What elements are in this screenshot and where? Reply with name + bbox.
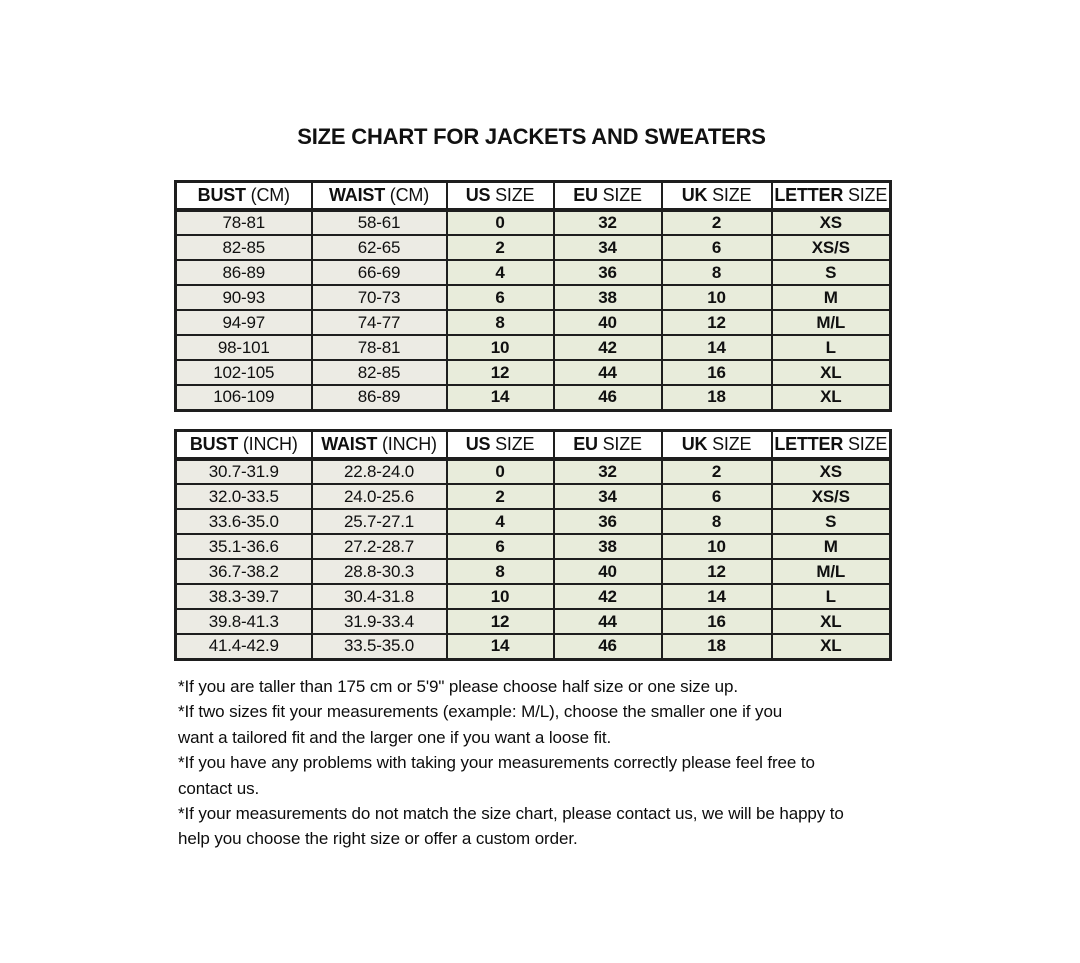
column-header-bust: BUST (CM) xyxy=(176,182,312,211)
page-title: SIZE CHART FOR JACKETS AND SWEATERS xyxy=(297,124,766,149)
cell: XS/S xyxy=(772,484,891,509)
cell: XS/S xyxy=(772,235,891,260)
cell: 42 xyxy=(554,335,662,360)
cell: 14 xyxy=(662,584,772,609)
cell: 0 xyxy=(447,459,554,484)
cell: 24.0-25.6 xyxy=(312,484,447,509)
note-line: want a tailored fit and the larger one if you want a loose fit. xyxy=(178,727,612,747)
cell: 44 xyxy=(554,360,662,385)
cell: 46 xyxy=(554,385,662,410)
cell: 27.2-28.7 xyxy=(312,534,447,559)
size-table-inch xyxy=(174,429,892,661)
cell: 8 xyxy=(447,310,554,335)
cell: L xyxy=(772,584,891,609)
cell: 78-81 xyxy=(312,335,447,360)
cell: 36 xyxy=(554,509,662,534)
cell: 16 xyxy=(662,609,772,634)
cell: XL xyxy=(772,385,891,410)
column-header-uk: UK SIZE xyxy=(662,431,772,460)
table-row xyxy=(176,310,891,335)
size-table-inch-body xyxy=(176,459,891,659)
cell: 94-97 xyxy=(176,310,312,335)
cell: 12 xyxy=(447,360,554,385)
table-row xyxy=(176,210,891,235)
column-header-waist: WAIST (CM) xyxy=(312,182,447,211)
table-row xyxy=(176,584,891,609)
cell: L xyxy=(772,335,891,360)
cell: XL xyxy=(772,609,891,634)
cell: 18 xyxy=(662,634,772,659)
cell: 33.6-35.0 xyxy=(176,509,312,534)
cell: 35.1-36.6 xyxy=(176,534,312,559)
table-row xyxy=(176,609,891,634)
cell: 98-101 xyxy=(176,335,312,360)
cell: 39.8-41.3 xyxy=(176,609,312,634)
cell: 6 xyxy=(662,235,772,260)
cell: 4 xyxy=(447,260,554,285)
cell: 12 xyxy=(447,609,554,634)
table-row xyxy=(176,484,891,509)
cell: 6 xyxy=(447,285,554,310)
cell: 10 xyxy=(662,534,772,559)
cell: S xyxy=(772,509,891,534)
table-row xyxy=(176,235,891,260)
cell: M/L xyxy=(772,310,891,335)
cell: 34 xyxy=(554,484,662,509)
table-row xyxy=(176,335,891,360)
cell: 10 xyxy=(447,335,554,360)
cell: 86-89 xyxy=(176,260,312,285)
header-row xyxy=(176,431,891,460)
cell: 38.3-39.7 xyxy=(176,584,312,609)
cell: 34 xyxy=(554,235,662,260)
cell: 66-69 xyxy=(312,260,447,285)
cell: 41.4-42.9 xyxy=(176,634,312,659)
cell: 32 xyxy=(554,210,662,235)
table-row xyxy=(176,360,891,385)
cell: 32.0-33.5 xyxy=(176,484,312,509)
cell: 8 xyxy=(662,509,772,534)
cell: 40 xyxy=(554,559,662,584)
cell: 70-73 xyxy=(312,285,447,310)
column-header-eu: EU SIZE xyxy=(554,182,662,211)
cell: 33.5-35.0 xyxy=(312,634,447,659)
cell: M xyxy=(772,285,891,310)
cell: 12 xyxy=(662,310,772,335)
cell: 2 xyxy=(447,484,554,509)
table-row xyxy=(176,509,891,534)
table-row xyxy=(176,459,891,484)
size-table-cm-body xyxy=(176,210,891,410)
note-line: contact us. xyxy=(178,778,260,798)
cell: 10 xyxy=(447,584,554,609)
size-table-cm xyxy=(174,180,892,412)
cell: M/L xyxy=(772,559,891,584)
cell: 30.4-31.8 xyxy=(312,584,447,609)
cell: 74-77 xyxy=(312,310,447,335)
table-row xyxy=(176,534,891,559)
cell: XL xyxy=(772,634,891,659)
cell: 40 xyxy=(554,310,662,335)
cell: 58-61 xyxy=(312,210,447,235)
cell: 82-85 xyxy=(312,360,447,385)
note-line: *If you are taller than 175 cm or 5'9" please choose half size or one size up. xyxy=(178,677,738,696)
cell: 25.7-27.1 xyxy=(312,509,447,534)
column-header-uk: UK SIZE xyxy=(662,182,772,211)
cell: 8 xyxy=(447,559,554,584)
cell: 86-89 xyxy=(312,385,447,410)
table-row xyxy=(176,285,891,310)
cell: 2 xyxy=(662,459,772,484)
cell: 46 xyxy=(554,634,662,659)
cell: 78-81 xyxy=(176,210,312,235)
cell: 14 xyxy=(662,335,772,360)
cell: XL xyxy=(772,360,891,385)
cell: 44 xyxy=(554,609,662,634)
cell: 38 xyxy=(554,285,662,310)
cell: 14 xyxy=(447,634,554,659)
table-row xyxy=(176,385,891,410)
table-row xyxy=(176,559,891,584)
cell: XS xyxy=(772,459,891,484)
cell: 6 xyxy=(447,534,554,559)
column-header-letter: LETTER SIZE xyxy=(772,431,891,460)
cell: 2 xyxy=(447,235,554,260)
column-header-us: US SIZE xyxy=(447,182,554,211)
cell: 6 xyxy=(662,484,772,509)
cell: M xyxy=(772,534,891,559)
cell: 36.7-38.2 xyxy=(176,559,312,584)
cell: 10 xyxy=(662,285,772,310)
cell: 16 xyxy=(662,360,772,385)
column-header-waist: WAIST (INCH) xyxy=(312,431,447,460)
note-line: *If your measurements do not match the size chart, please contact us, we will be happy to xyxy=(178,804,844,824)
footnotes xyxy=(178,674,923,852)
cell: 30.7-31.9 xyxy=(176,459,312,484)
header-row xyxy=(176,182,891,211)
cell: 14 xyxy=(447,385,554,410)
cell: 90-93 xyxy=(176,285,312,310)
cell: 62-65 xyxy=(312,235,447,260)
cell: 2 xyxy=(662,210,772,235)
cell: 4 xyxy=(447,509,554,534)
cell: 31.9-33.4 xyxy=(312,609,447,634)
note-line: *If you have any problems with taking your measurements correctly please feel free to xyxy=(178,753,815,773)
table-row xyxy=(176,260,891,285)
cell: 32 xyxy=(554,459,662,484)
note-line: help you choose the right size or offer a custom order. xyxy=(178,829,578,849)
cell: 28.8-30.3 xyxy=(312,559,447,584)
cell: XS xyxy=(772,210,891,235)
cell: 12 xyxy=(662,559,772,584)
cell: S xyxy=(772,260,891,285)
column-header-letter: LETTER SIZE xyxy=(772,182,891,211)
column-header-bust: BUST (INCH) xyxy=(176,431,312,460)
cell: 102-105 xyxy=(176,360,312,385)
cell: 18 xyxy=(662,385,772,410)
cell: 38 xyxy=(554,534,662,559)
column-header-eu: EU SIZE xyxy=(554,431,662,460)
table-row xyxy=(176,634,891,659)
column-header-us: US SIZE xyxy=(447,431,554,460)
cell: 106-109 xyxy=(176,385,312,410)
size-table-inch-header xyxy=(176,431,891,460)
cell: 0 xyxy=(447,210,554,235)
cell: 8 xyxy=(662,260,772,285)
note-line: *If two sizes fit your measurements (example: M/L), choose the smaller one if you xyxy=(178,702,783,722)
cell: 36 xyxy=(554,260,662,285)
size-table-cm-header xyxy=(176,182,891,211)
cell: 82-85 xyxy=(176,235,312,260)
cell: 42 xyxy=(554,584,662,609)
cell: 22.8-24.0 xyxy=(312,459,447,484)
